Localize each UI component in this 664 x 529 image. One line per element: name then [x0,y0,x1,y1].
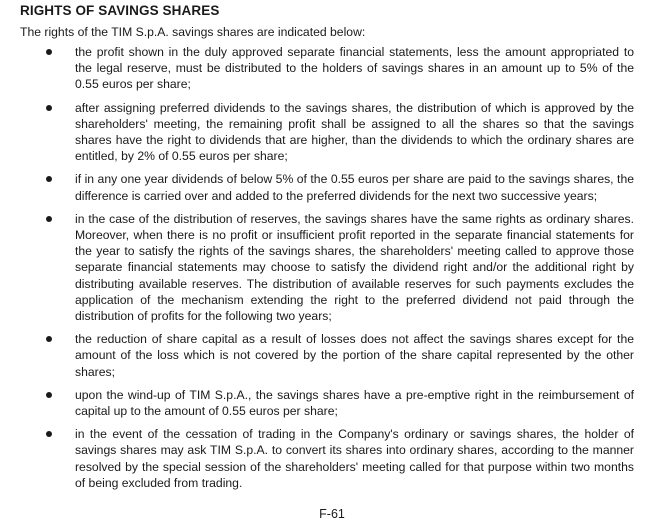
section-heading: RIGHTS OF SAVINGS SHARES [20,3,220,18]
list-item [20,426,634,491]
bullet-icon [46,49,52,55]
list-item-text: if in any one year dividends of below 5% of the 0.55 euros per share are paid to the savings shares, the difference is carried over and added to the preferred dividends for the next two successive years; [75,172,634,203]
bullet-icon [46,176,52,182]
list-item-text: the profit shown in the duly approved separate financial statements, less the amount appropriated to the legal reserve, must be distributed to the holders of savings shares in an amount up to 5% of the 0.55 euros per share; [75,45,634,92]
list-item [20,331,634,380]
intro-paragraph: The rights of the TIM S.p.A. savings shares are indicated below: [20,25,366,39]
document-page [20,3,634,498]
list-item-text: the reduction of share capital as a result of losses does not affect the savings shares except for the amount of the loss which is not covered by the portion of the share capital represented by the other shares; [75,332,634,379]
list-item [20,44,634,93]
rights-list [20,44,634,491]
bullet-icon [46,392,52,398]
bullet-icon [46,431,52,437]
bullet-icon [46,105,52,111]
list-item-text: after assigning preferred dividends to the savings shares, the distribution of which is approved by the shareholders' meeting, the remaining profit shall be assigned to all the shares so that the savings shares have the right to dividends that are higher, than the dividends to which the ordinary shares are entitled, by 2% of 0.55 euros per share; [75,100,634,164]
list-item-text: upon the wind-up of TIM S.p.A., the savings shares have a pre-emptive right in the reimbursement of capital up to the amount of 0.55 euros per share; [75,387,634,419]
page-number: F-61 [319,507,345,521]
list-item-text: in the event of the cessation of trading in the Company's ordinary or savings shares, the holder of savings shares may ask TIM S.p.A. to convert its shares into ordinary shares, according to the manner resolved by the special session of the shareholders' meeting called for that purpose within two months of being excluded from trading. [75,427,634,490]
list-item [20,100,634,165]
list-item [20,171,634,203]
bullet-icon [46,216,52,222]
bullet-icon [46,336,52,342]
list-item [20,387,634,419]
list-item [20,211,634,324]
list-item-text: in the case of the distribution of reserves, the savings shares have the same rights as ordinary shares. Moreover, when there is no profit or insufficient profit reported in the separate financial statements for the year to satisfy the rights of the savings shares, the shareholders' meeting called to approve those separate financial statements may choose to satisfy the dividend right and/or the additional right by distributing available reserves. The distribution of available reserves for such payments excludes the application of the mechanism extending the right to the preferred dividend not paid through the distribution of profits for the following two years; [75,211,634,324]
